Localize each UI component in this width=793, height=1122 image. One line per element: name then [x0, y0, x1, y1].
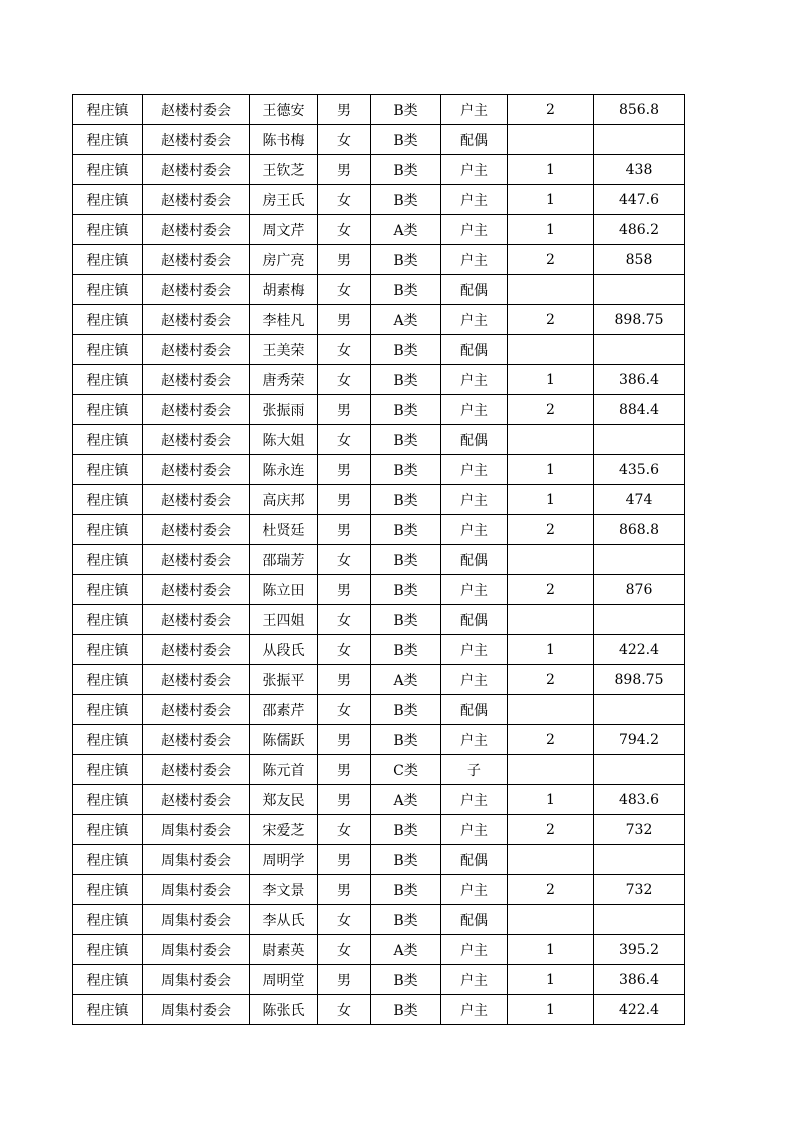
amount-cell: 447.6: [594, 185, 685, 215]
town-cell: 程庄镇: [73, 245, 143, 275]
name-cell: 周明堂: [250, 965, 318, 995]
household-size-cell: 2: [508, 875, 594, 905]
table-row: [73, 995, 685, 1025]
relation-cell: 户主: [441, 995, 508, 1025]
amount-cell: 386.4: [594, 365, 685, 395]
household-size-cell: 2: [508, 725, 594, 755]
amount-cell: 474: [594, 485, 685, 515]
category-cell: A类: [371, 665, 441, 695]
village-committee-cell: 赵楼村委会: [143, 665, 250, 695]
category-cell: B类: [371, 815, 441, 845]
name-cell: 李从氏: [250, 905, 318, 935]
household-size-cell: 2: [508, 395, 594, 425]
table-row: [73, 95, 685, 125]
village-committee-cell: 周集村委会: [143, 965, 250, 995]
household-size-cell: [508, 845, 594, 875]
category-cell: B类: [371, 455, 441, 485]
amount-cell: 858: [594, 245, 685, 275]
table-row: [73, 275, 685, 305]
relation-cell: 户主: [441, 485, 508, 515]
town-cell: 程庄镇: [73, 965, 143, 995]
relation-cell: 户主: [441, 665, 508, 695]
town-cell: 程庄镇: [73, 545, 143, 575]
category-cell: B类: [371, 545, 441, 575]
table-row: [73, 785, 685, 815]
town-cell: 程庄镇: [73, 425, 143, 455]
relation-cell: 配偶: [441, 845, 508, 875]
gender-cell: 女: [318, 125, 371, 155]
relation-cell: 配偶: [441, 695, 508, 725]
town-cell: 程庄镇: [73, 605, 143, 635]
table-row: [73, 695, 685, 725]
town-cell: 程庄镇: [73, 845, 143, 875]
household-size-cell: 2: [508, 515, 594, 545]
table-row: [73, 905, 685, 935]
town-cell: 程庄镇: [73, 335, 143, 365]
relation-cell: 户主: [441, 245, 508, 275]
amount-cell: [594, 335, 685, 365]
relation-cell: 户主: [441, 785, 508, 815]
village-committee-cell: 赵楼村委会: [143, 575, 250, 605]
amount-cell: 732: [594, 815, 685, 845]
amount-cell: 386.4: [594, 965, 685, 995]
name-cell: 李桂凡: [250, 305, 318, 335]
amount-cell: 486.2: [594, 215, 685, 245]
table-row: [73, 965, 685, 995]
household-size-cell: [508, 335, 594, 365]
category-cell: B类: [371, 425, 441, 455]
relation-cell: 户主: [441, 635, 508, 665]
name-cell: 陈大姐: [250, 425, 318, 455]
gender-cell: 男: [318, 245, 371, 275]
relation-cell: 户主: [441, 185, 508, 215]
town-cell: 程庄镇: [73, 635, 143, 665]
relation-cell: 户主: [441, 365, 508, 395]
amount-cell: [594, 545, 685, 575]
household-size-cell: 1: [508, 965, 594, 995]
household-size-cell: 2: [508, 95, 594, 125]
table-row: [73, 365, 685, 395]
village-committee-cell: 周集村委会: [143, 935, 250, 965]
household-size-cell: [508, 545, 594, 575]
name-cell: 杜贤廷: [250, 515, 318, 545]
gender-cell: 男: [318, 575, 371, 605]
table-row: [73, 665, 685, 695]
table-row: [73, 245, 685, 275]
village-committee-cell: 赵楼村委会: [143, 455, 250, 485]
relation-cell: 户主: [441, 515, 508, 545]
household-size-cell: 1: [508, 935, 594, 965]
gender-cell: 男: [318, 755, 371, 785]
village-committee-cell: 赵楼村委会: [143, 755, 250, 785]
category-cell: B类: [371, 335, 441, 365]
relation-cell: 户主: [441, 875, 508, 905]
name-cell: 李文景: [250, 875, 318, 905]
gender-cell: 女: [318, 425, 371, 455]
gender-cell: 女: [318, 185, 371, 215]
town-cell: 程庄镇: [73, 785, 143, 815]
household-size-cell: 1: [508, 455, 594, 485]
name-cell: 从段氏: [250, 635, 318, 665]
village-committee-cell: 周集村委会: [143, 815, 250, 845]
village-committee-cell: 赵楼村委会: [143, 485, 250, 515]
category-cell: B类: [371, 365, 441, 395]
name-cell: 陈立田: [250, 575, 318, 605]
table-body: [73, 95, 685, 1025]
amount-cell: 794.2: [594, 725, 685, 755]
gender-cell: 女: [318, 275, 371, 305]
amount-cell: [594, 605, 685, 635]
household-size-cell: [508, 275, 594, 305]
gender-cell: 男: [318, 95, 371, 125]
table-row: [73, 575, 685, 605]
town-cell: 程庄镇: [73, 875, 143, 905]
category-cell: A类: [371, 215, 441, 245]
village-committee-cell: 赵楼村委会: [143, 395, 250, 425]
household-size-cell: 2: [508, 305, 594, 335]
category-cell: B类: [371, 485, 441, 515]
household-size-cell: 2: [508, 575, 594, 605]
town-cell: 程庄镇: [73, 695, 143, 725]
household-size-cell: 1: [508, 185, 594, 215]
gender-cell: 女: [318, 335, 371, 365]
town-cell: 程庄镇: [73, 215, 143, 245]
household-size-cell: 1: [508, 785, 594, 815]
household-size-cell: 1: [508, 485, 594, 515]
category-cell: B类: [371, 695, 441, 725]
amount-cell: [594, 425, 685, 455]
household-size-cell: [508, 605, 594, 635]
village-committee-cell: 赵楼村委会: [143, 725, 250, 755]
town-cell: 程庄镇: [73, 665, 143, 695]
category-cell: B类: [371, 395, 441, 425]
gender-cell: 男: [318, 455, 371, 485]
table-row: [73, 725, 685, 755]
household-size-cell: 1: [508, 635, 594, 665]
amount-cell: [594, 275, 685, 305]
category-cell: B类: [371, 875, 441, 905]
household-size-cell: [508, 425, 594, 455]
table-row: [73, 395, 685, 425]
gender-cell: 男: [318, 845, 371, 875]
amount-cell: [594, 695, 685, 725]
village-committee-cell: 赵楼村委会: [143, 155, 250, 185]
village-committee-cell: 周集村委会: [143, 875, 250, 905]
amount-cell: 438: [594, 155, 685, 185]
table-row: [73, 935, 685, 965]
village-committee-cell: 赵楼村委会: [143, 695, 250, 725]
town-cell: 程庄镇: [73, 365, 143, 395]
amount-cell: 876: [594, 575, 685, 605]
relation-cell: 户主: [441, 215, 508, 245]
category-cell: B类: [371, 635, 441, 665]
relation-cell: 户主: [441, 95, 508, 125]
town-cell: 程庄镇: [73, 725, 143, 755]
amount-cell: 898.75: [594, 665, 685, 695]
table-row: [73, 755, 685, 785]
category-cell: B类: [371, 725, 441, 755]
village-committee-cell: 赵楼村委会: [143, 305, 250, 335]
relation-cell: 户主: [441, 725, 508, 755]
relation-cell: 配偶: [441, 335, 508, 365]
name-cell: 陈元首: [250, 755, 318, 785]
town-cell: 程庄镇: [73, 155, 143, 185]
name-cell: 张振平: [250, 665, 318, 695]
name-cell: 周明学: [250, 845, 318, 875]
gender-cell: 女: [318, 695, 371, 725]
category-cell: B类: [371, 95, 441, 125]
category-cell: B类: [371, 605, 441, 635]
category-cell: C类: [371, 755, 441, 785]
category-cell: A类: [371, 935, 441, 965]
category-cell: B类: [371, 275, 441, 305]
amount-cell: 868.8: [594, 515, 685, 545]
relation-cell: 户主: [441, 455, 508, 485]
category-cell: B类: [371, 185, 441, 215]
amount-cell: 884.4: [594, 395, 685, 425]
category-cell: B类: [371, 245, 441, 275]
category-cell: A类: [371, 305, 441, 335]
category-cell: B类: [371, 125, 441, 155]
town-cell: 程庄镇: [73, 935, 143, 965]
amount-cell: 732: [594, 875, 685, 905]
name-cell: 王美荣: [250, 335, 318, 365]
amount-cell: 898.75: [594, 305, 685, 335]
relation-cell: 户主: [441, 815, 508, 845]
town-cell: 程庄镇: [73, 395, 143, 425]
data-table: [72, 94, 685, 1025]
gender-cell: 女: [318, 605, 371, 635]
gender-cell: 男: [318, 665, 371, 695]
table-row: [73, 215, 685, 245]
town-cell: 程庄镇: [73, 185, 143, 215]
relation-cell: 配偶: [441, 905, 508, 935]
relation-cell: 户主: [441, 935, 508, 965]
category-cell: B类: [371, 155, 441, 185]
relation-cell: 户主: [441, 305, 508, 335]
household-size-cell: 2: [508, 665, 594, 695]
amount-cell: [594, 755, 685, 785]
category-cell: B类: [371, 515, 441, 545]
town-cell: 程庄镇: [73, 515, 143, 545]
gender-cell: 男: [318, 395, 371, 425]
category-cell: B类: [371, 575, 441, 605]
name-cell: 尉素英: [250, 935, 318, 965]
amount-cell: [594, 845, 685, 875]
village-committee-cell: 赵楼村委会: [143, 275, 250, 305]
village-committee-cell: 周集村委会: [143, 905, 250, 935]
name-cell: 周文芹: [250, 215, 318, 245]
gender-cell: 女: [318, 935, 371, 965]
relation-cell: 配偶: [441, 275, 508, 305]
household-size-cell: 1: [508, 365, 594, 395]
name-cell: 郑友民: [250, 785, 318, 815]
gender-cell: 男: [318, 305, 371, 335]
gender-cell: 男: [318, 785, 371, 815]
relation-cell: 配偶: [441, 125, 508, 155]
village-committee-cell: 赵楼村委会: [143, 365, 250, 395]
table-row: [73, 185, 685, 215]
name-cell: 唐秀荣: [250, 365, 318, 395]
amount-cell: 422.4: [594, 995, 685, 1025]
table-row: [73, 845, 685, 875]
village-committee-cell: 赵楼村委会: [143, 785, 250, 815]
name-cell: 陈儒跃: [250, 725, 318, 755]
gender-cell: 男: [318, 875, 371, 905]
table-row: [73, 485, 685, 515]
household-size-cell: [508, 905, 594, 935]
name-cell: 高庆邦: [250, 485, 318, 515]
amount-cell: 435.6: [594, 455, 685, 485]
village-committee-cell: 赵楼村委会: [143, 335, 250, 365]
amount-cell: [594, 125, 685, 155]
amount-cell: 856.8: [594, 95, 685, 125]
village-committee-cell: 周集村委会: [143, 995, 250, 1025]
relation-cell: 户主: [441, 155, 508, 185]
town-cell: 程庄镇: [73, 125, 143, 155]
table-row: [73, 305, 685, 335]
name-cell: 宋爱芝: [250, 815, 318, 845]
table-row: [73, 335, 685, 365]
household-size-cell: [508, 695, 594, 725]
household-size-cell: 1: [508, 995, 594, 1025]
table-row: [73, 635, 685, 665]
village-committee-cell: 赵楼村委会: [143, 635, 250, 665]
village-committee-cell: 赵楼村委会: [143, 515, 250, 545]
town-cell: 程庄镇: [73, 905, 143, 935]
table-row: [73, 815, 685, 845]
gender-cell: 男: [318, 155, 371, 185]
relation-cell: 户主: [441, 395, 508, 425]
table-row: [73, 455, 685, 485]
amount-cell: 483.6: [594, 785, 685, 815]
name-cell: 邵瑞芳: [250, 545, 318, 575]
household-size-cell: 1: [508, 155, 594, 185]
name-cell: 张振雨: [250, 395, 318, 425]
village-committee-cell: 赵楼村委会: [143, 545, 250, 575]
town-cell: 程庄镇: [73, 95, 143, 125]
village-committee-cell: 赵楼村委会: [143, 185, 250, 215]
gender-cell: 男: [318, 515, 371, 545]
town-cell: 程庄镇: [73, 575, 143, 605]
table-row: [73, 155, 685, 185]
gender-cell: 女: [318, 635, 371, 665]
household-size-cell: [508, 125, 594, 155]
table-row: [73, 875, 685, 905]
gender-cell: 女: [318, 545, 371, 575]
gender-cell: 女: [318, 815, 371, 845]
amount-cell: [594, 905, 685, 935]
town-cell: 程庄镇: [73, 815, 143, 845]
name-cell: 陈书梅: [250, 125, 318, 155]
table-row: [73, 515, 685, 545]
village-committee-cell: 赵楼村委会: [143, 425, 250, 455]
table-row: [73, 425, 685, 455]
name-cell: 王钦芝: [250, 155, 318, 185]
amount-cell: 422.4: [594, 635, 685, 665]
relation-cell: 配偶: [441, 545, 508, 575]
household-size-cell: [508, 755, 594, 785]
relation-cell: 配偶: [441, 425, 508, 455]
name-cell: 王德安: [250, 95, 318, 125]
household-size-cell: 2: [508, 245, 594, 275]
amount-cell: 395.2: [594, 935, 685, 965]
gender-cell: 男: [318, 485, 371, 515]
village-committee-cell: 赵楼村委会: [143, 245, 250, 275]
town-cell: 程庄镇: [73, 995, 143, 1025]
table-row: [73, 125, 685, 155]
gender-cell: 男: [318, 725, 371, 755]
household-size-cell: 1: [508, 215, 594, 245]
relation-cell: 户主: [441, 965, 508, 995]
gender-cell: 女: [318, 215, 371, 245]
name-cell: 房广亮: [250, 245, 318, 275]
category-cell: B类: [371, 995, 441, 1025]
village-committee-cell: 赵楼村委会: [143, 215, 250, 245]
town-cell: 程庄镇: [73, 305, 143, 335]
town-cell: 程庄镇: [73, 455, 143, 485]
household-size-cell: 2: [508, 815, 594, 845]
gender-cell: 女: [318, 365, 371, 395]
village-committee-cell: 赵楼村委会: [143, 125, 250, 155]
village-committee-cell: 赵楼村委会: [143, 95, 250, 125]
name-cell: 陈张氏: [250, 995, 318, 1025]
category-cell: B类: [371, 905, 441, 935]
table-row: [73, 545, 685, 575]
relation-cell: 户主: [441, 575, 508, 605]
name-cell: 王四姐: [250, 605, 318, 635]
category-cell: B类: [371, 965, 441, 995]
town-cell: 程庄镇: [73, 275, 143, 305]
village-committee-cell: 周集村委会: [143, 845, 250, 875]
gender-cell: 女: [318, 905, 371, 935]
village-committee-cell: 赵楼村委会: [143, 605, 250, 635]
gender-cell: 女: [318, 995, 371, 1025]
name-cell: 房王氏: [250, 185, 318, 215]
name-cell: 陈永连: [250, 455, 318, 485]
relation-cell: 子: [441, 755, 508, 785]
town-cell: 程庄镇: [73, 485, 143, 515]
town-cell: 程庄镇: [73, 755, 143, 785]
name-cell: 胡素梅: [250, 275, 318, 305]
category-cell: B类: [371, 845, 441, 875]
relation-cell: 配偶: [441, 605, 508, 635]
name-cell: 邵素芹: [250, 695, 318, 725]
category-cell: A类: [371, 785, 441, 815]
table-row: [73, 605, 685, 635]
gender-cell: 男: [318, 965, 371, 995]
